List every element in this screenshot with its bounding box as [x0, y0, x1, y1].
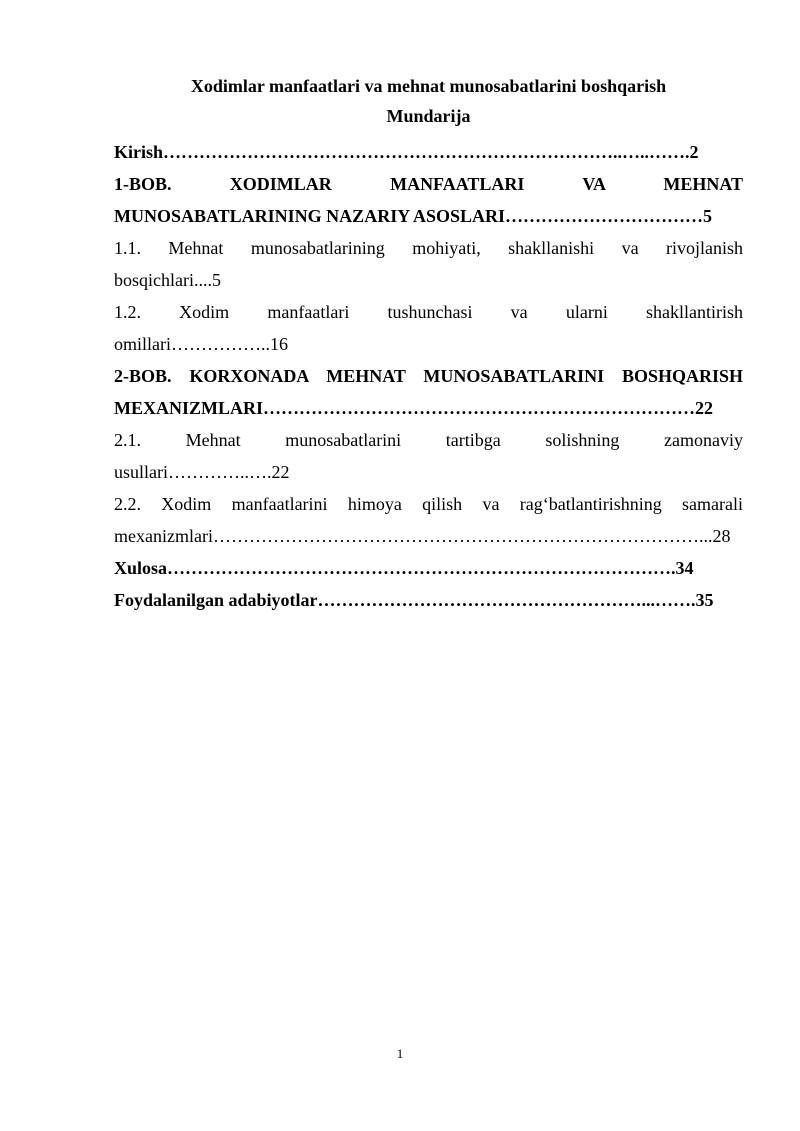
toc-entry-1-1-line-2: bosqichlari....5: [114, 270, 221, 290]
toc-entry-chapter-2-line-1: 2-BOB. KORXONADA MEHNAT MUNOSABATLARINI BOSHQARISH: [114, 366, 743, 386]
toc-entry-2-2-line-2: mexanizmlari………………………………………………………………………...28: [114, 526, 731, 546]
toc-entry-1-2-line-1: 1.2. Xodim manfaatlari tushunchasi va ularni shakllantirish: [114, 302, 743, 322]
toc-heading: Mundarija: [386, 106, 471, 126]
toc-entry-chapter-2-line-2: MEXANIZMLARI………………………………………………………………22: [114, 398, 714, 418]
toc-entry-xulosa: Xulosa………………………………………………………………………….34: [114, 558, 694, 578]
toc-entry-2-1-line-1: 2.1. Mehnat munosabatlarini tartibga solishning zamonaviy: [114, 430, 743, 450]
page-number: 1: [396, 1046, 404, 1061]
toc-entry-chapter-1-line-2: MUNOSABATLARINING NAZARIY ASOSLARI……………………………5: [114, 206, 713, 226]
toc-entry-chapter-1-line-1: 1-BOB. XODIMLAR MANFAATLARI VA MEHNAT: [114, 174, 743, 194]
toc-entry-1-1-line-1: 1.1. Mehnat munosabatlarining mohiyati, shakllanishi va rivojlanish: [114, 238, 743, 258]
toc-entry-adabiyotlar: Foydalanilgan adabiyotlar………………………………………………...…….35: [114, 590, 714, 610]
document-page: [114, 74, 743, 616]
toc-entry-2-1-line-2: usullari…………..….22: [114, 462, 290, 482]
toc-entry-kirish: Kirish…………………………………………………………………..…..…….2: [114, 142, 699, 162]
toc-entry-2-2-line-1: 2.2. Xodim manfaatlarini himoya qilish va rag‘batlantirishning samarali: [114, 494, 743, 514]
toc-entry-1-2-line-2: omillari……………..16: [114, 334, 288, 354]
document-title: Xodimlar manfaatlari va mehnat munosabatlarini boshqarish: [190, 76, 667, 96]
